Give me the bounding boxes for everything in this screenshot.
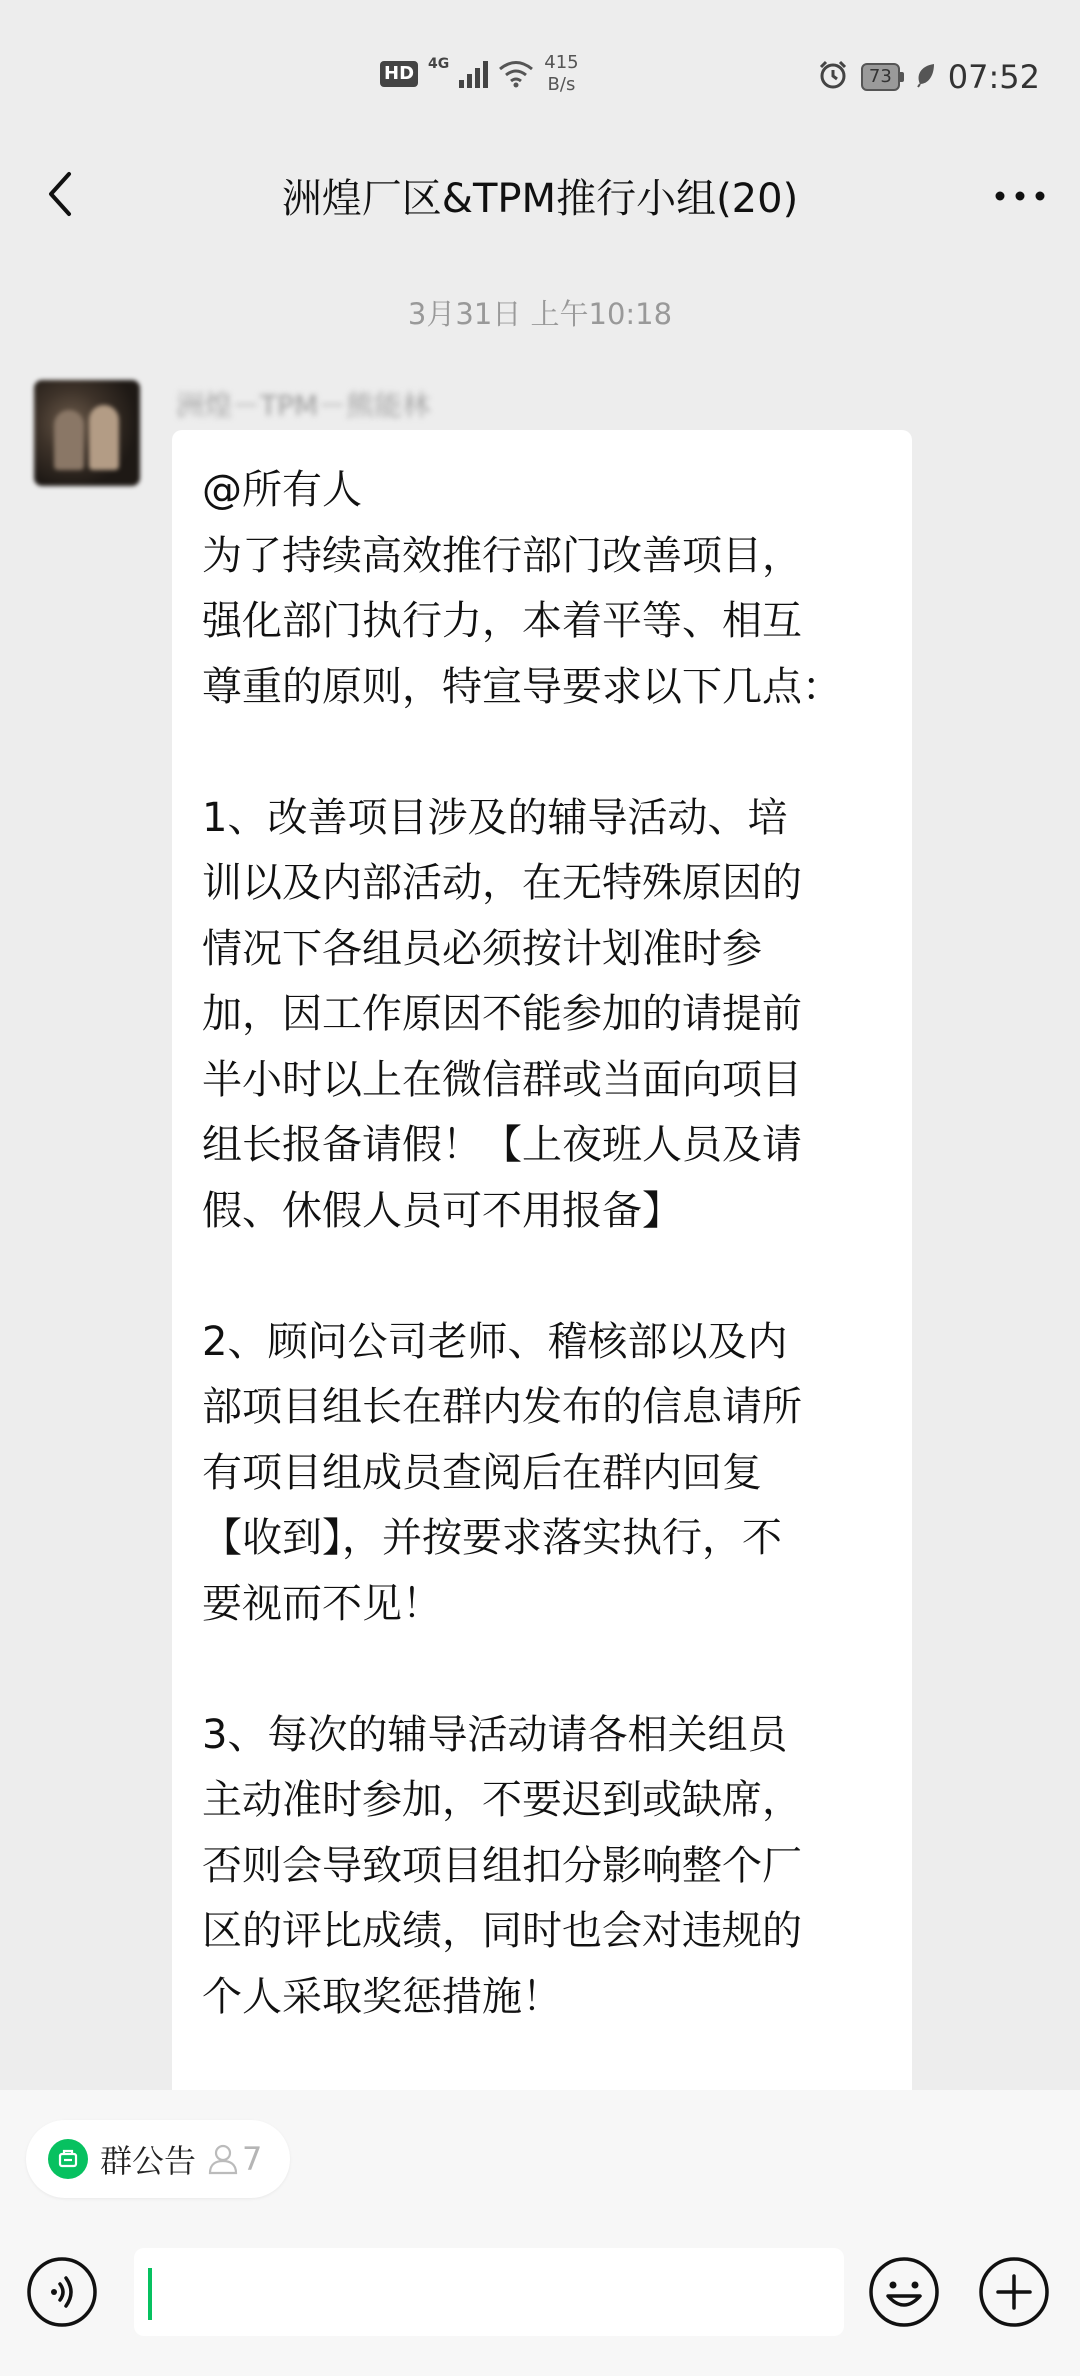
back-button[interactable] [30,166,90,226]
message-line: 主动准时参加，不要迟到或缺席， [202,1777,802,1823]
message-line: 部项目组长在群内发布的信息请所 [202,1384,802,1430]
message-line: 【收到】，并按要求落实执行，不 [202,1515,782,1561]
message-line: 半小时以上在微信群或当面向项目 [202,1056,802,1103]
announcement-read-count: 7 [242,2140,263,2178]
status-bar [0,0,1080,150]
chevron-left-icon [45,170,75,222]
message-blank-line [202,2030,882,2096]
message-line: 尊重的原则，特宣导要求以下几点： [202,663,842,710]
input-bar [0,2230,1080,2350]
hd-badge: HD [380,61,418,87]
battery-icon [861,63,904,91]
message-line: 强化部门执行力，本着平等、相互 [202,598,802,644]
network-speed [544,52,578,96]
message-line: 情况下各组员必须按计划准时参 [202,925,762,972]
network-type: 4G [428,56,450,72]
more-functions-button[interactable] [978,2256,1050,2328]
voice-input-button[interactable] [26,2256,98,2328]
message-line: 区的评比成绩，同时也会对违规的 [202,1908,802,1954]
message-timestamp: 3月31日 上午10:18 [407,297,673,331]
signal-icon [459,60,488,88]
message-line: 训以及内部活动，在无特殊原因的 [202,860,802,906]
avatar[interactable] [34,380,140,486]
message-line: 个人采取奖惩措施！ [202,1973,562,2020]
message-bubble[interactable] [172,430,912,2120]
message-input[interactable] [134,2248,844,2336]
announcement-icon [48,2139,88,2179]
message-line: 否则会导致项目组扣分影响整个厂 [202,1842,802,1889]
message-line: 为了持续高效推行部门改善项目， [202,532,802,579]
message-blank-line [202,1637,882,1703]
speed-value: 415 [544,52,579,73]
message-line: 组长报备请假！【上夜班人员及请 [202,1122,802,1168]
message-line: 加，因工作原因不能参加的请提前 [202,991,802,1037]
more-options-button[interactable] [990,166,1050,226]
message-line: 有项目组成员查阅后在群内回复 [202,1449,762,1496]
more-icon [994,187,1046,206]
status-indicators [380,52,579,96]
message-line: 2、顾问公司老师、稽核部以及内 [202,1318,788,1365]
person-icon [208,2143,238,2175]
wifi-icon [498,60,534,88]
message-blank-line [202,720,882,786]
battery-level: 73 [861,63,900,91]
chat-title: 洲煌厂区&TPM推行小组(20) [281,175,799,222]
alarm-icon [817,59,849,95]
message-line: 3、每次的辅导活动请各相关组员 [202,1711,788,1758]
voice-icon [26,2313,98,2332]
message-line: @所有人 [202,467,362,513]
announcement-label: 群公告 [100,2142,197,2180]
clock: 07:52 [947,58,1040,96]
status-right [817,58,1040,96]
plus-icon [978,2313,1050,2332]
message-blank-line [202,1244,882,1310]
emoji-button[interactable] [868,2256,940,2328]
sender-name: 洲煌－TPM－熊能林 [176,389,431,422]
message-line: 假、休假人员可不用报备】 [202,1187,682,1234]
text-cursor [148,2268,152,2320]
chat-header [0,150,1080,240]
smiley-icon [868,2313,940,2332]
message-line: 要视而不见！ [202,1580,442,1627]
message-line: 1、改善项目涉及的辅导活动、培 [202,794,788,841]
speed-unit: B/s [547,74,576,95]
group-announcement-button[interactable] [26,2120,290,2198]
leaf-icon [916,62,936,92]
